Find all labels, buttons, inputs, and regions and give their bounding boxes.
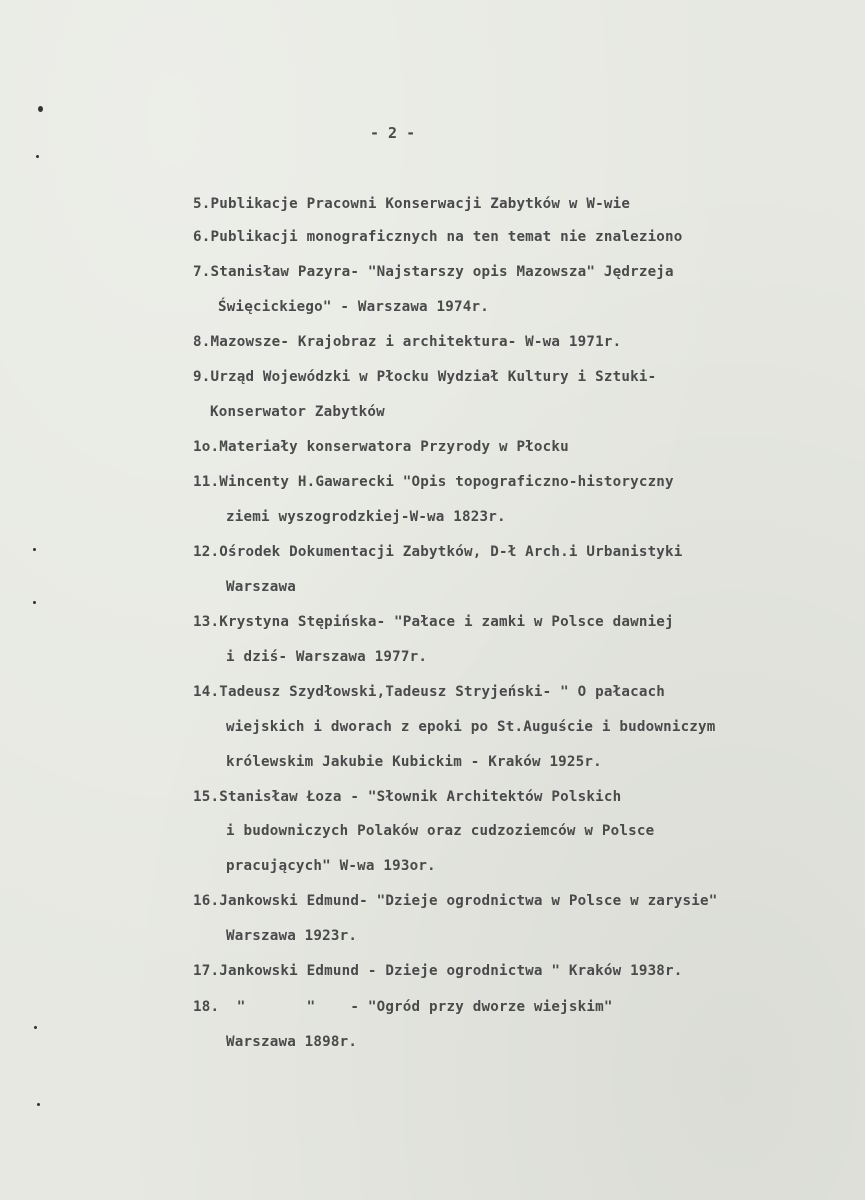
entry-line-4: 8.Mazowsze- Krajobraz i architektura- W-wa 1971r.: [193, 334, 622, 350]
entry-line-11: 15.Stanisław Łoza - "Słownik Architektów Polskich: [193, 789, 622, 805]
entry-line-8: 12.Ośrodek Dokumentacji Zabytków, D-ł Arch.i Urbanistyki: [193, 544, 683, 560]
entry-line-5: 9.Urząd Wojewódzki w Płocku Wydział Kultury i Sztuki-: [193, 369, 657, 385]
page-number: - 2 -: [370, 124, 416, 142]
margin-speck: [34, 1026, 37, 1029]
margin-speck: [36, 155, 39, 158]
entry-line-10-cont-2: królewskim Jakubie Kubickim - Kraków 1925r.: [226, 754, 602, 770]
entry-line-11-cont-2: pracujących" W-wa 193or.: [226, 858, 436, 874]
entry-line-5-cont: Konserwator Zabytków: [210, 404, 385, 420]
entry-line-10-cont-1: wiejskich i dworach z epoki po St.Auguście i budowniczym: [226, 719, 716, 735]
entry-line-1: 5.Publikacje Pracowni Konserwacji Zabytków w W-wie: [193, 196, 631, 212]
margin-speck: [33, 601, 36, 604]
entry-line-7: 11.Wincenty H.Gawarecki "Opis topograficzno-historyczny: [193, 474, 674, 490]
entry-line-13: 17.Jankowski Edmund - Dzieje ogrodnictwa " Kraków 1938r.: [193, 963, 683, 979]
entry-line-3-cont: Święcickiego" - Warszawa 1974r.: [218, 299, 489, 315]
entry-line-9-cont: i dziś- Warszawa 1977r.: [226, 649, 428, 665]
entry-line-12-cont: Warszawa 1923r.: [226, 928, 358, 944]
entry-line-14: 18. " " - "Ogród przy dworze wiejskim": [193, 999, 613, 1015]
entry-line-14-cont: Warszawa 1898r.: [226, 1034, 358, 1050]
entry-line-6: 1o.Materiały konserwatora Przyrody w Płocku: [193, 439, 569, 455]
margin-speck: [37, 1103, 40, 1106]
entry-line-11-cont-1: i budowniczych Polaków oraz cudzoziemców w Polsce: [226, 823, 655, 839]
entry-line-7-cont: ziemi wyszogrodzkiej-W-wa 1823r.: [226, 509, 506, 525]
margin-speck: [38, 106, 43, 112]
entry-line-2: 6.Publikacji monograficznych na ten temat nie znaleziono: [193, 229, 683, 245]
entry-line-12: 16.Jankowski Edmund- "Dzieje ogrodnictwa w Polsce w zarysie": [193, 893, 718, 909]
entry-line-9: 13.Krystyna Stępińska- "Pałace i zamki w Polsce dawniej: [193, 614, 674, 630]
entry-line-10: 14.Tadeusz Szydłowski,Tadeusz Stryjeński- " O pałacach: [193, 684, 666, 700]
entry-line-8-cont: Warszawa: [226, 579, 296, 595]
margin-speck: [33, 548, 36, 551]
entry-line-3: 7.Stanisław Pazyra- "Najstarszy opis Mazowsza" Jędrzeja: [193, 264, 674, 280]
